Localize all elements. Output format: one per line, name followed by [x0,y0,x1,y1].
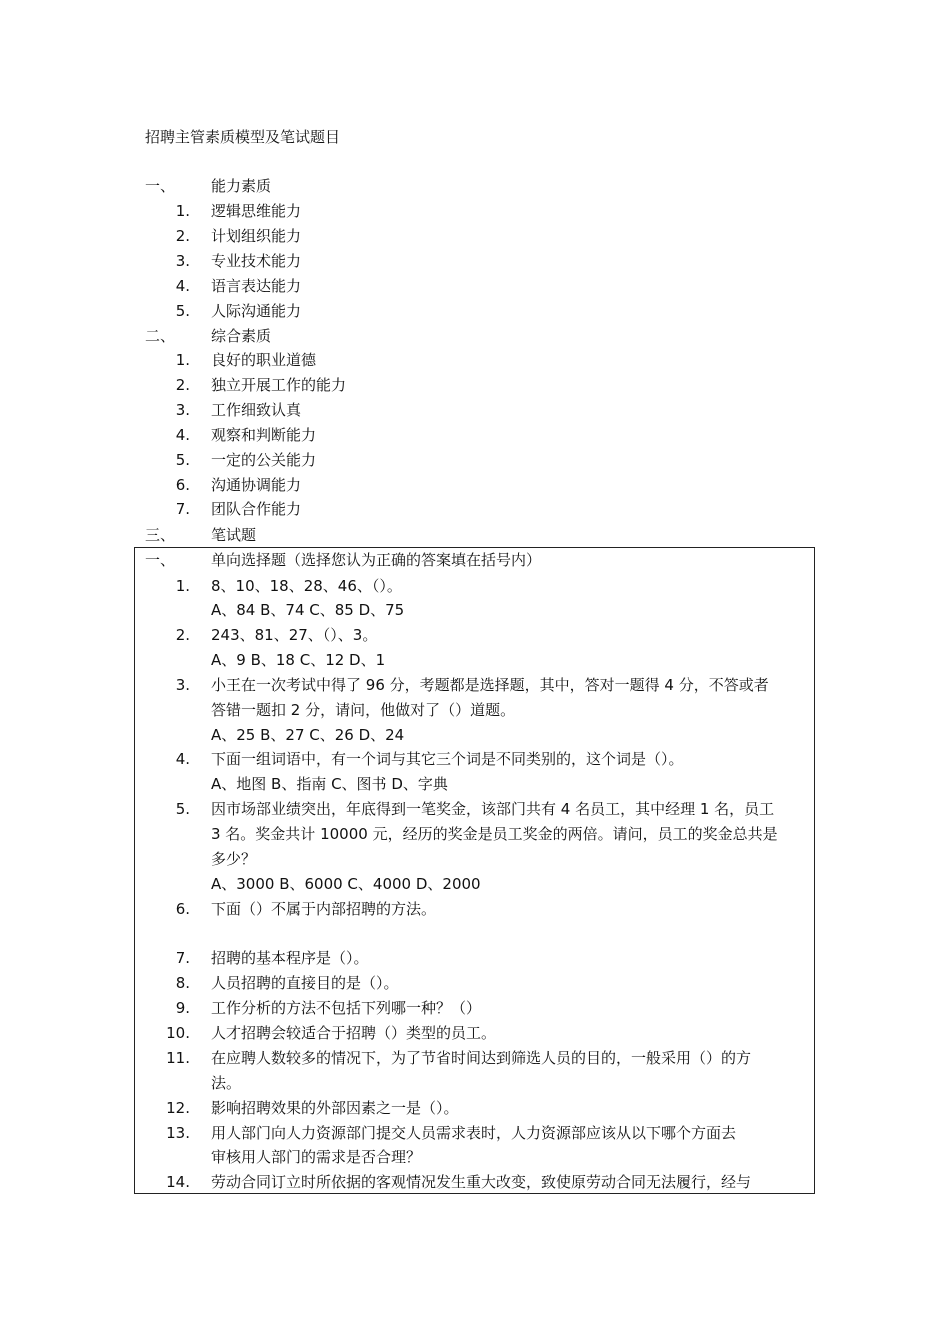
section-number: 三、 [145,526,176,544]
section-title: 笔试题 [211,526,257,544]
section-number: 一、 [145,177,176,195]
section-title: 综合素质 [211,327,272,345]
section-title: 能力素质 [211,177,272,195]
section-number: 二、 [145,327,176,345]
document-title: 招聘主管素质模型及笔试题目 [145,128,341,146]
section-number: 一、 [145,551,176,569]
section-title: 单向选择题（选择您认为正确的答案填在括号内） [211,551,542,569]
